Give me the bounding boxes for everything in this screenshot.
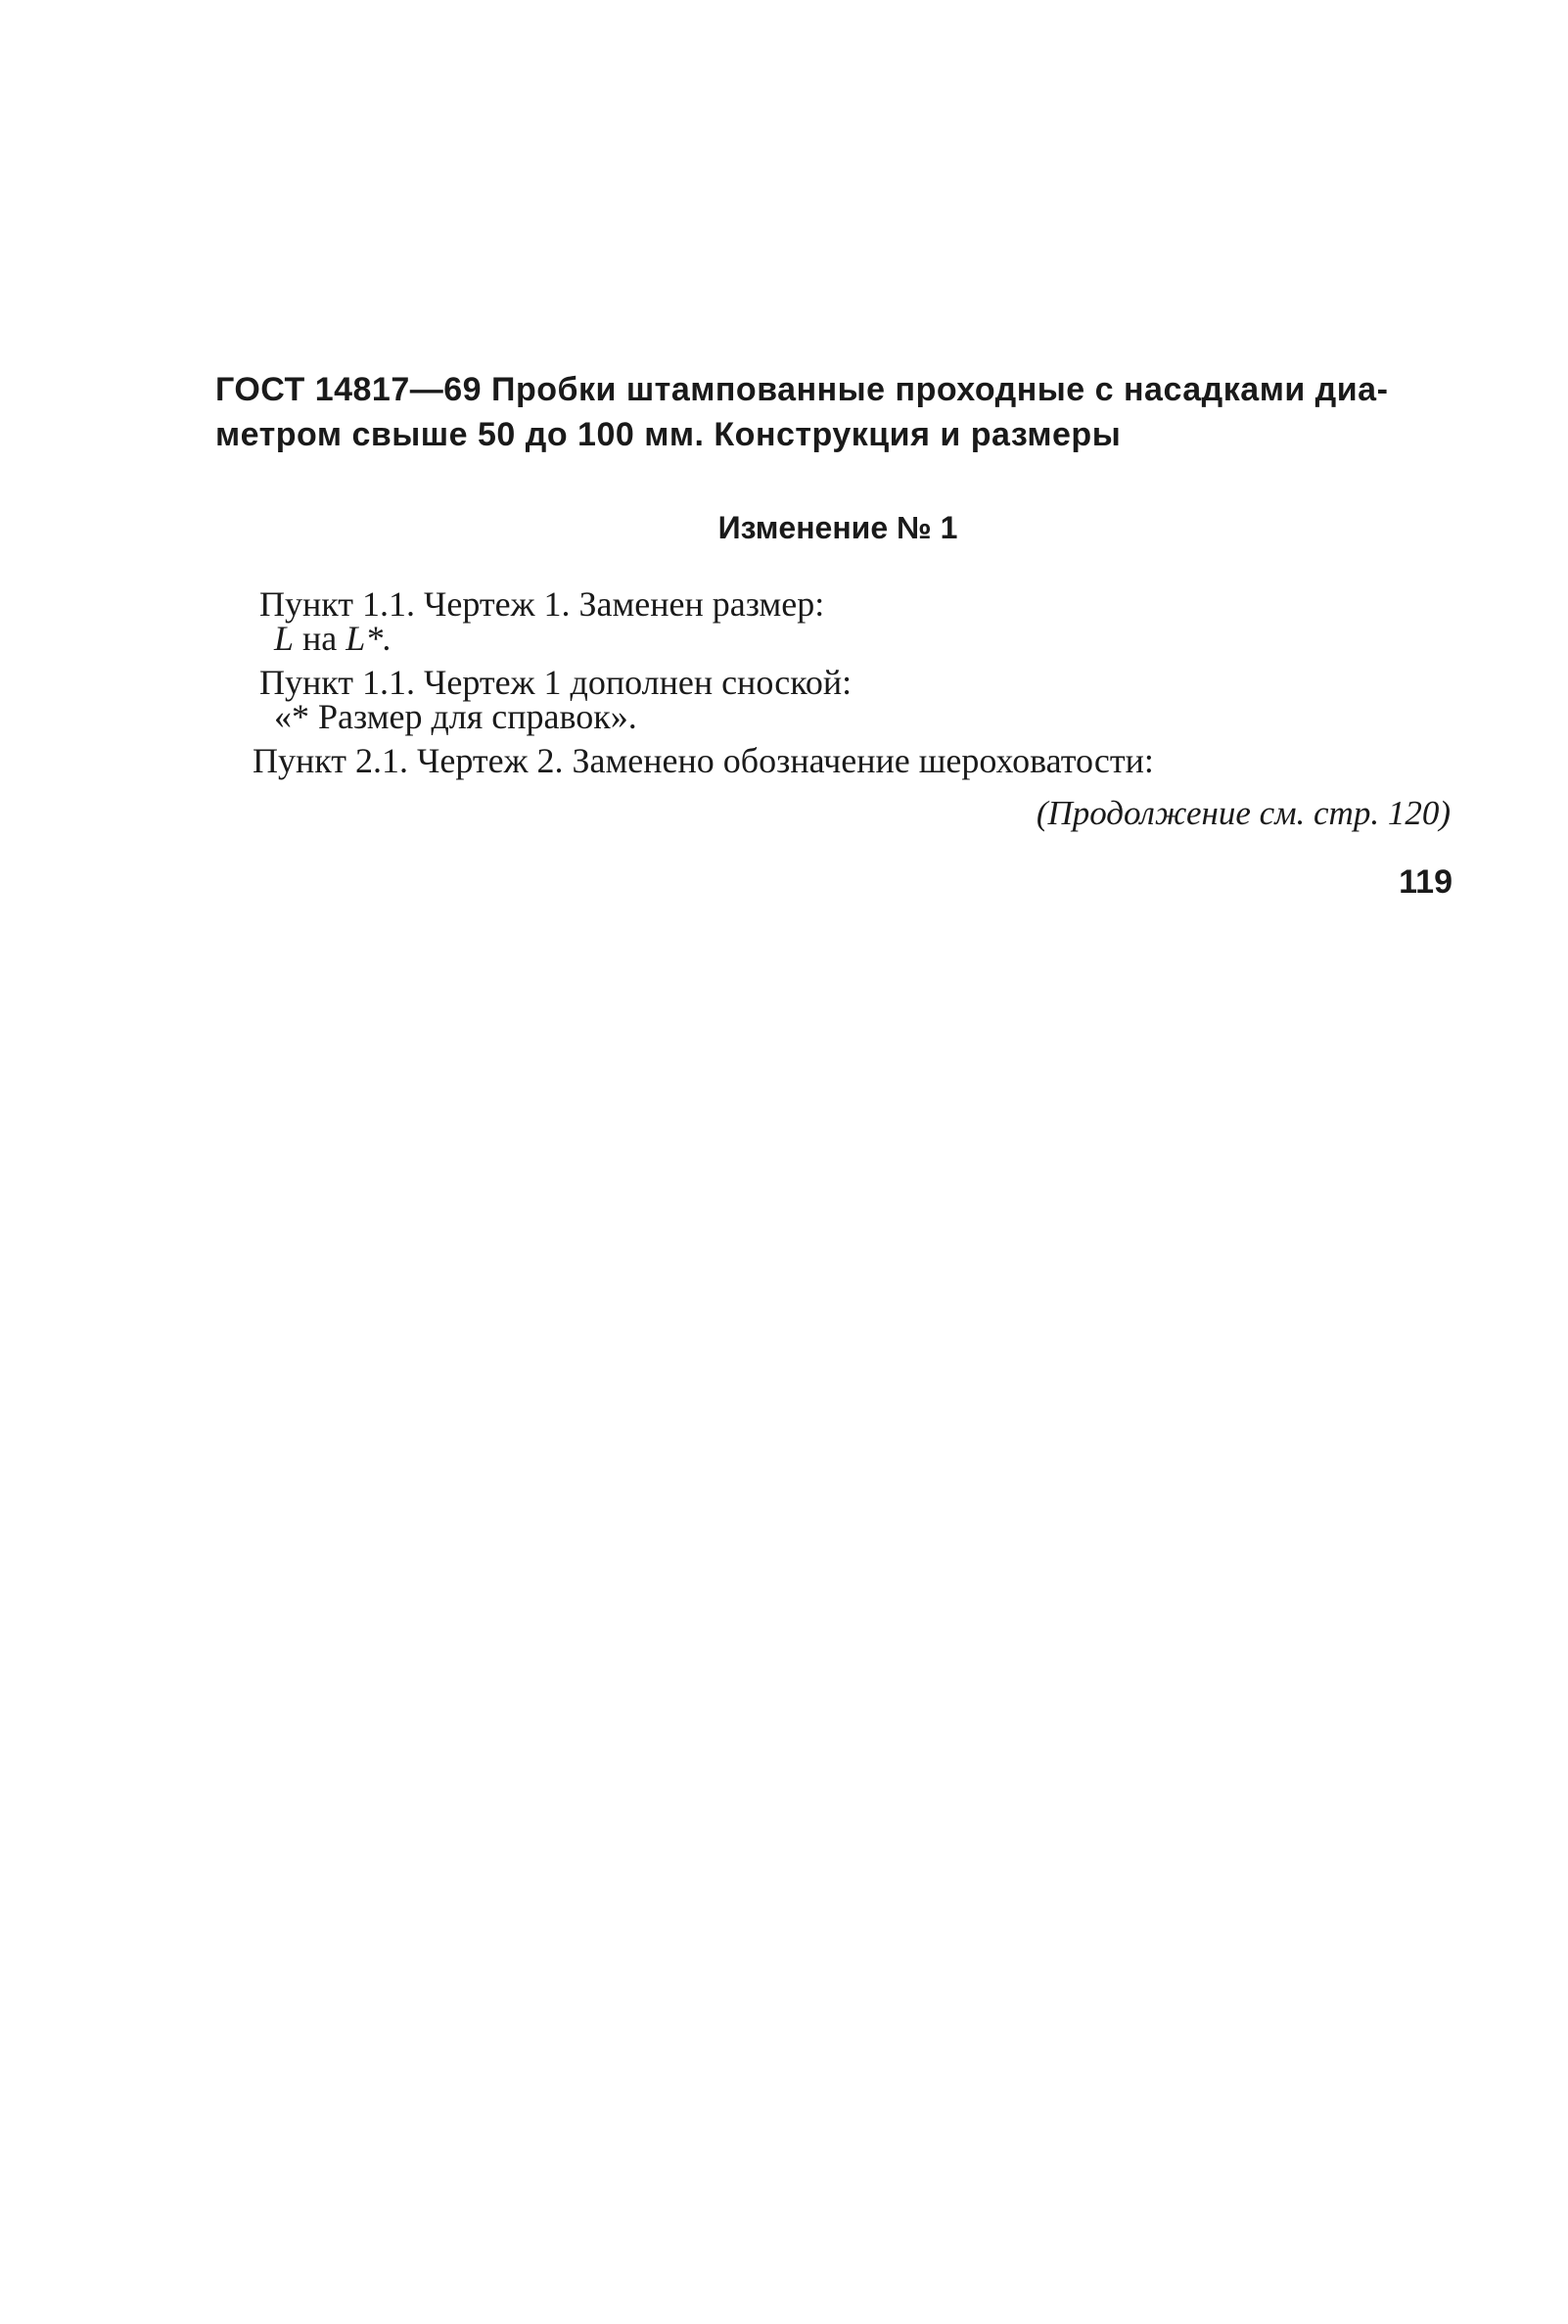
dimension-symbol-old: L [274,619,295,658]
amendment-item-1-detail [274,619,392,658]
dimension-symbol-new: L*. [346,619,392,658]
page-number: 119 [1399,863,1453,901]
continuation-note: (Продолжение см. стр. 120) [1036,794,1451,832]
amendment-item-2: Пункт 1.1. Чертеж 1 дополнен сноской: [259,663,853,702]
document-title-line-2: метром свыше 50 до 100 мм. Конструкция и размеры [215,416,1122,453]
amendment-title: Изменение № 1 [717,510,958,545]
amendment-item-2-footnote: «* Размер для справок». [274,697,637,736]
replacement-word: на [294,619,346,658]
document-title-line-1: ГОСТ 14817—69 Пробки штампованные проходные с насадками диа- [215,371,1389,408]
amendment-item-3: Пункт 2.1. Чертеж 2. Заменено обозначение шероховатости: [253,741,1154,780]
amendment-item-1: Пункт 1.1. Чертеж 1. Заменен размер: [259,584,825,624]
